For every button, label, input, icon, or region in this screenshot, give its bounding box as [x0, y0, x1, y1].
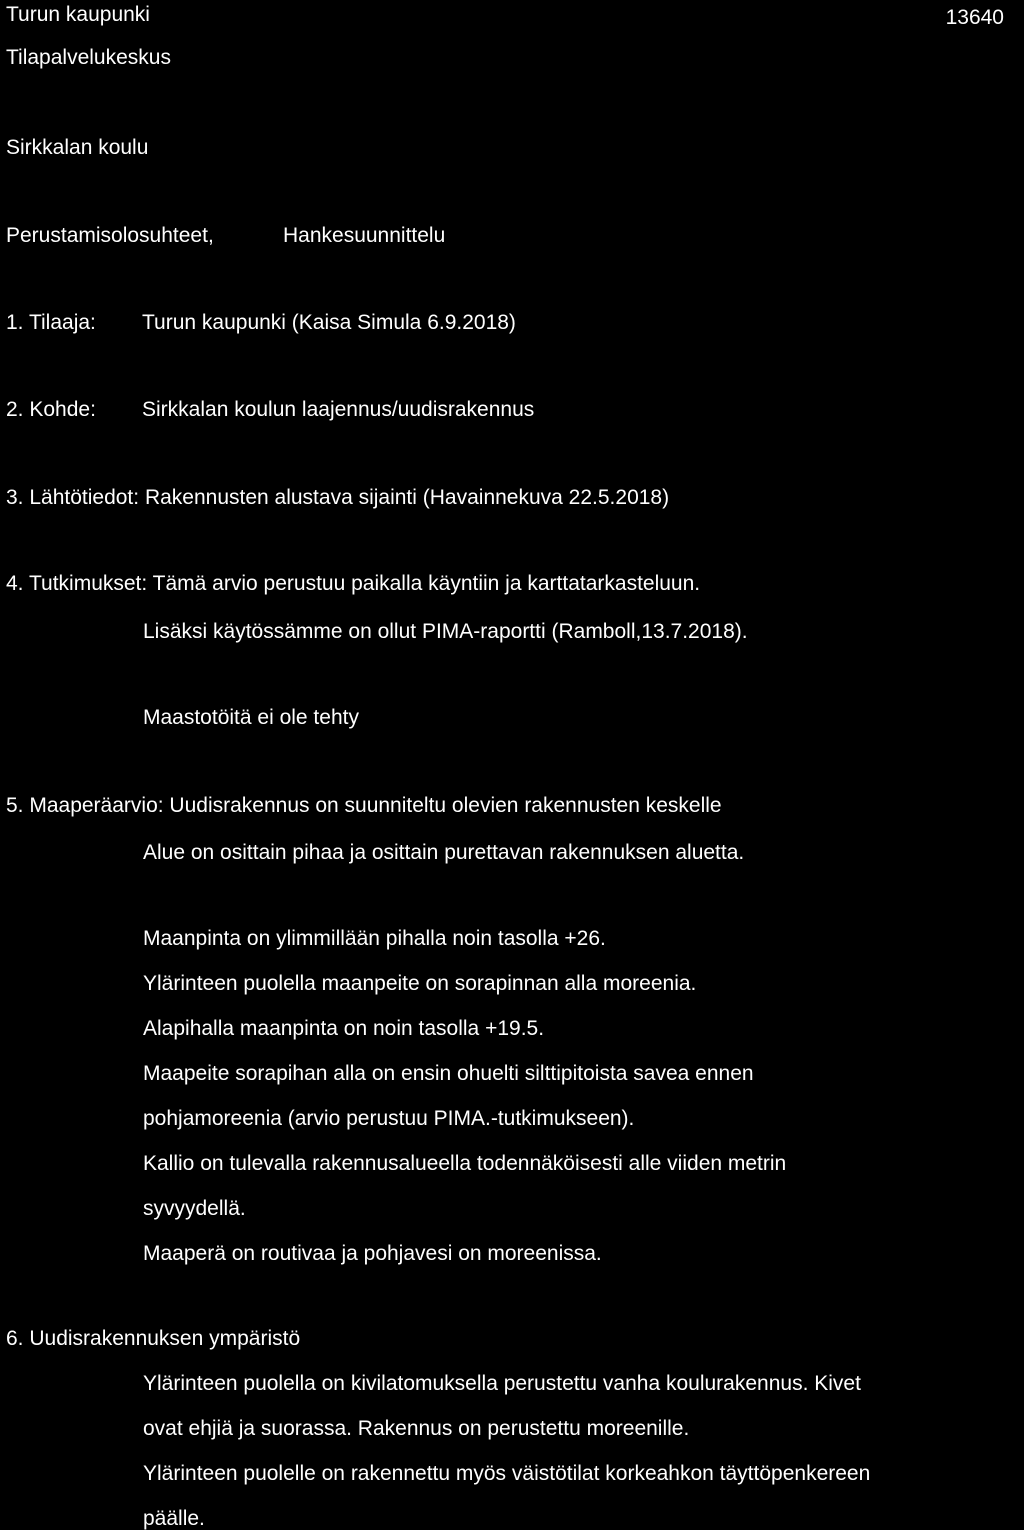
section-4-line-2: Lisäksi käytössämme on ollut PIMA-raportti (Ramboll,13.7.2018).	[143, 620, 748, 643]
section-5-line-10: Maaperä on routivaa ja pohjavesi on moreenissa.	[143, 1242, 602, 1265]
section-5-line-2: Alue on osittain pihaa ja osittain purettavan rakennuksen aluetta.	[143, 841, 745, 864]
section-6-text: 6. Uudisrakennuksen ympäristö	[6, 1327, 301, 1350]
section-4-line-3: Maastotöitä ei ole tehty	[143, 706, 359, 729]
section-1-label: 1. Tilaaja:	[6, 311, 96, 334]
section-5-line-6: Maapeite sorapihan alla on ensin ohuelti silttipitoista savea ennen	[143, 1062, 754, 1085]
section-6-line-3: ovat ehjiä ja suorassa. Rakennus on perustettu moreenille.	[143, 1417, 690, 1440]
section-5-line-7: pohjamoreenia (arvio perustuu PIMA.-tutkimukseen).	[143, 1107, 635, 1130]
document-subject-b: Hankesuunnittelu	[283, 224, 446, 247]
section-1-value: Turun kaupunki (Kaisa Simula 6.9.2018)	[142, 311, 516, 334]
section-5-text: 5. Maaperäarvio: Uudisrakennus on suunniteltu olevien rakennusten keskelle	[6, 794, 722, 817]
section-5-line-3: Maanpinta on ylimmillään pihalla noin tasolla +26.	[143, 927, 606, 950]
section-6-line-5: päälle.	[143, 1507, 205, 1530]
section-5-line-5: Alapihalla maanpinta on noin tasolla +19.5.	[143, 1017, 545, 1040]
section-3-text: 3. Lähtötiedot: Rakennusten alustava sijainti (Havainnekuva 22.5.2018)	[6, 486, 670, 509]
section-2-label: 2. Kohde:	[6, 398, 96, 421]
section-5-line-4: Ylärinteen puolella maanpeite on sorapinnan alla moreenia.	[143, 972, 697, 995]
section-2-value: Sirkkalan koulun laajennus/uudisrakennus	[142, 398, 535, 421]
document-subject-a: Perustamisolosuhteet,	[6, 224, 214, 247]
project-number: 13640	[945, 6, 1004, 29]
section-5-line-8: Kallio on tulevalla rakennusalueella todennäköisesti alle viiden metrin	[143, 1152, 787, 1175]
section-5-line-9: syvyydellä.	[143, 1197, 246, 1220]
header-organization: Turun kaupunki	[6, 3, 150, 26]
header-department: Tilapalvelukeskus	[6, 46, 171, 69]
document-school: Sirkkalan koulu	[6, 136, 149, 159]
section-6-line-4: Ylärinteen puolelle on rakennettu myös väistötilat korkeahkon täyttöpenkereen	[143, 1462, 871, 1485]
section-4-text: 4. Tutkimukset: Tämä arvio perustuu paikalla käyntiin ja karttatarkasteluun.	[6, 572, 701, 595]
section-6-line-2: Ylärinteen puolella on kivilatomuksella perustettu vanha koulurakennus. Kivet	[143, 1372, 861, 1395]
